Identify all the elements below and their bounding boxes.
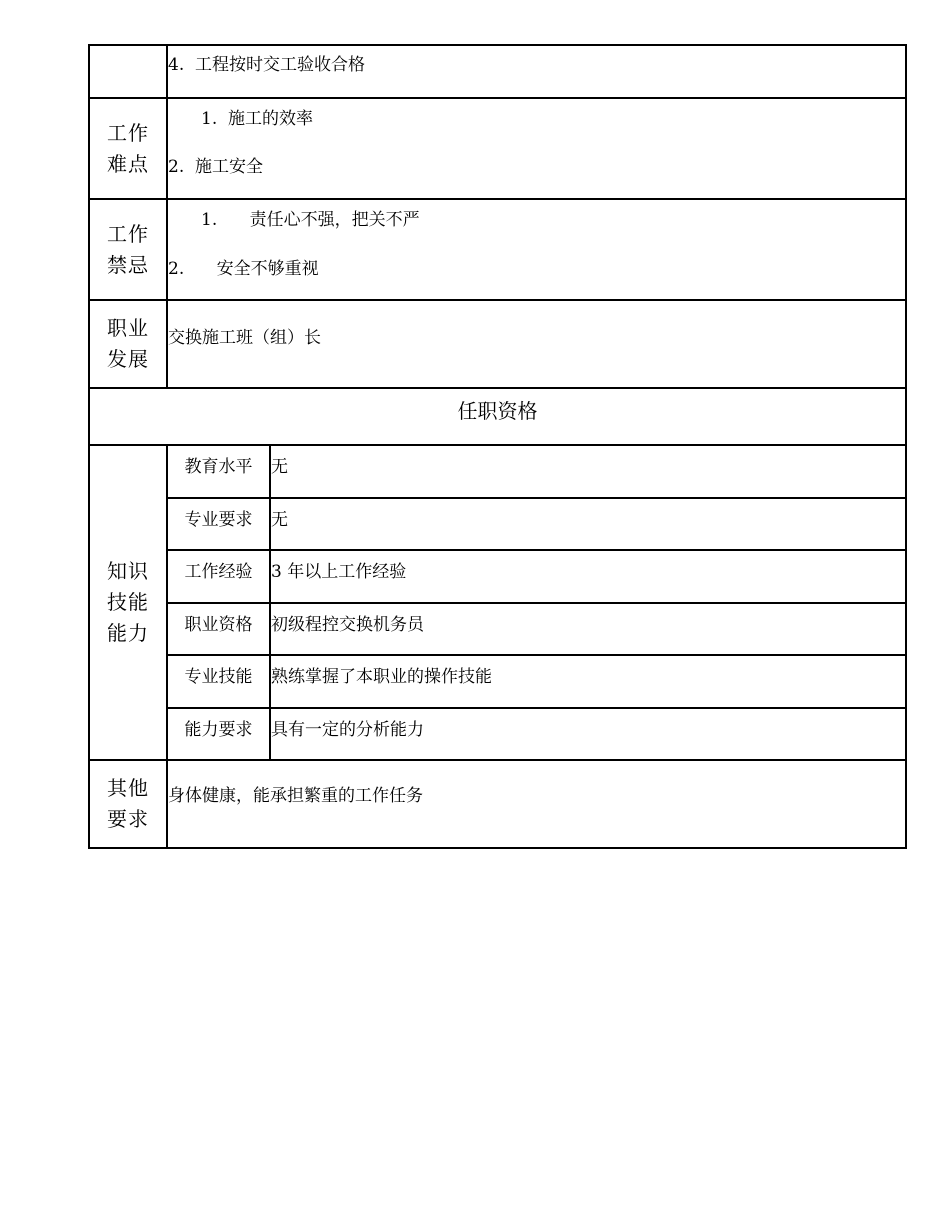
qualification-item-name bbox=[167, 603, 270, 655]
qualification-item-name bbox=[167, 498, 270, 550]
group-label-line-1: 知识 bbox=[107, 559, 149, 583]
education-value: 无 bbox=[271, 457, 288, 477]
qualification-row bbox=[89, 498, 906, 550]
difficulty-line-2: 2. 施工安全 bbox=[168, 157, 264, 177]
other-label bbox=[89, 760, 167, 848]
qualification-row bbox=[89, 550, 906, 603]
other-content bbox=[167, 760, 906, 848]
qualification-item-value bbox=[270, 603, 906, 655]
qualification-header-row bbox=[89, 388, 906, 445]
difficulty-label-line-1: 工作 bbox=[107, 120, 149, 145]
qualification-item-value bbox=[270, 708, 906, 760]
ability-value: 具有一定的分析能力 bbox=[271, 720, 424, 740]
other-label-line-1: 其他 bbox=[107, 776, 149, 800]
qualification-item-value bbox=[270, 655, 906, 708]
qualification-row bbox=[89, 603, 906, 655]
career-label-line-2: 发展 bbox=[107, 347, 149, 371]
other-label-line-2: 要求 bbox=[107, 807, 149, 831]
skill-value: 熟练掌握了本职业的操作技能 bbox=[271, 667, 492, 687]
major-label: 专业要求 bbox=[184, 510, 253, 530]
experience-label: 工作经验 bbox=[184, 562, 253, 582]
career-row bbox=[89, 300, 906, 388]
qualification-item-name bbox=[167, 550, 270, 603]
experience-value: 3 年以上工作经验 bbox=[271, 562, 407, 582]
qualification-item-value bbox=[270, 550, 906, 603]
difficulty-label-line-2: 难点 bbox=[107, 151, 149, 176]
career-content bbox=[167, 300, 906, 388]
taboo-line-2: 2. 安全不够重视 bbox=[168, 259, 319, 279]
career-line-1: 交换施工班（组）长 bbox=[168, 328, 321, 348]
qualification-row bbox=[89, 445, 906, 498]
skill-label: 专业技能 bbox=[184, 667, 253, 687]
job-description-table bbox=[88, 44, 907, 849]
difficulty-row bbox=[89, 98, 906, 199]
continuation-row bbox=[89, 45, 906, 98]
continuation-content bbox=[167, 45, 906, 98]
other-line-1: 身体健康，能承担繁重的工作任务 bbox=[168, 786, 423, 806]
continuation-line-1: 4. 工程按时交工验收合格 bbox=[168, 55, 366, 75]
group-label-line-3: 能力 bbox=[107, 621, 149, 645]
major-value: 无 bbox=[271, 510, 288, 530]
certificate-value: 初级程控交换机务员 bbox=[271, 615, 424, 635]
taboo-label bbox=[89, 199, 167, 300]
qualification-item-value bbox=[270, 445, 906, 498]
taboo-content bbox=[167, 199, 906, 300]
career-label-line-1: 职业 bbox=[107, 316, 149, 340]
other-row bbox=[89, 760, 906, 848]
career-label bbox=[89, 300, 167, 388]
qualification-item-value bbox=[270, 498, 906, 550]
certificate-label: 职业资格 bbox=[184, 615, 253, 635]
ability-label: 能力要求 bbox=[184, 720, 253, 740]
knowledge-skill-label bbox=[89, 445, 167, 760]
qualification-row bbox=[89, 708, 906, 760]
taboo-label-line-2: 禁忌 bbox=[107, 252, 149, 277]
taboo-label-line-1: 工作 bbox=[107, 221, 149, 246]
qualification-item-name bbox=[167, 708, 270, 760]
group-label-line-2: 技能 bbox=[107, 590, 149, 614]
qualification-title bbox=[89, 388, 906, 445]
difficulty-content bbox=[167, 98, 906, 199]
qualification-item-name bbox=[167, 445, 270, 498]
qualification-item-name bbox=[167, 655, 270, 708]
qualification-title-text: 任职资格 bbox=[457, 399, 538, 423]
difficulty-label bbox=[89, 98, 167, 199]
taboo-line-1: 1. 责任心不强，把关不严 bbox=[201, 210, 420, 230]
continuation-label-cell bbox=[89, 45, 167, 98]
difficulty-line-1: 1. 施工的效率 bbox=[201, 109, 314, 129]
taboo-row bbox=[89, 199, 906, 300]
qualification-row bbox=[89, 655, 906, 708]
education-label: 教育水平 bbox=[184, 457, 253, 477]
